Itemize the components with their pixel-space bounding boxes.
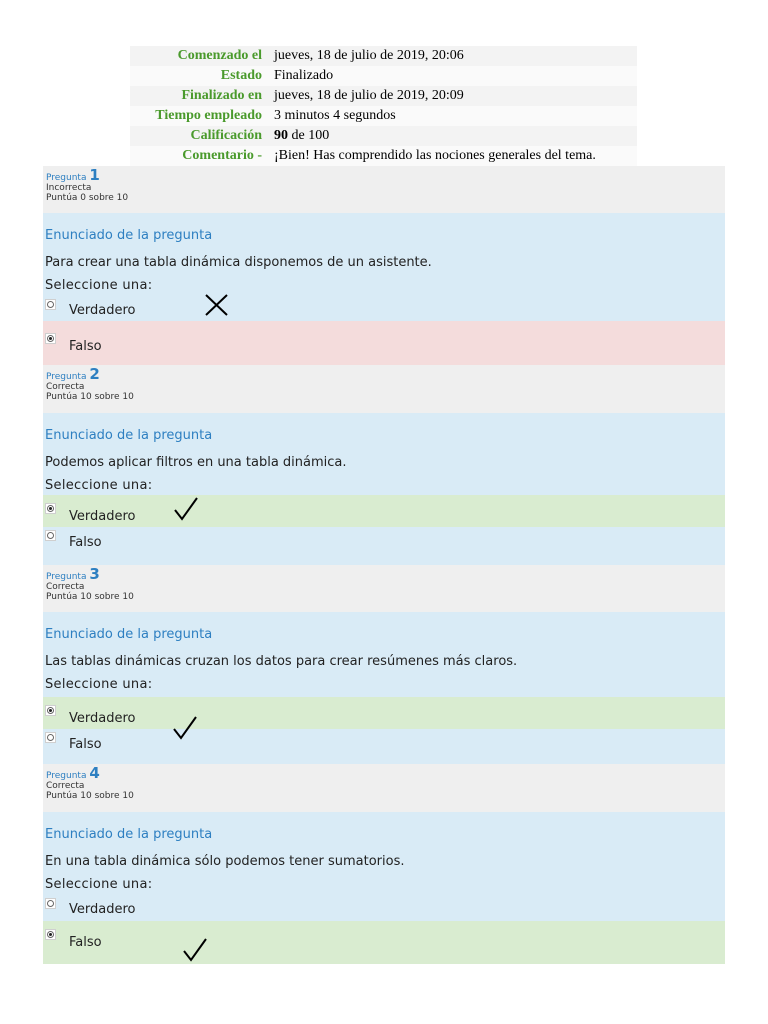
answer-option-label: Verdadero — [69, 902, 136, 917]
check-mark-icon — [182, 937, 208, 963]
question-info — [43, 565, 725, 612]
answer-option-label: Verdadero — [69, 303, 136, 318]
question-4 — [43, 764, 725, 964]
answer-option-label: Falso — [69, 339, 102, 354]
summary-key: Comenzado el — [130, 46, 270, 66]
question-grade: Puntúa 0 sobre 10 — [46, 193, 129, 203]
question-1 — [43, 166, 725, 365]
radio-button[interactable] — [45, 705, 56, 716]
answer-option-label: Falso — [69, 535, 102, 550]
question-grade: Puntúa 10 sobre 10 — [46, 592, 134, 602]
check-mark-icon — [172, 715, 198, 741]
question-heading: Enunciado de la pregunta — [45, 428, 213, 443]
summary-value: jueves, 18 de julio de 2019, 20:09 — [270, 86, 637, 106]
question-content — [43, 812, 725, 921]
summary-row — [130, 126, 637, 146]
radio-button[interactable] — [45, 732, 56, 743]
summary-row — [130, 66, 637, 86]
answer-option-label: Falso — [69, 737, 102, 752]
radio-button[interactable] — [45, 898, 56, 909]
radio-button[interactable] — [45, 929, 56, 940]
answer-option[interactable] — [43, 729, 725, 764]
radio-button[interactable] — [45, 333, 56, 344]
grade-value: 90 — [274, 128, 288, 143]
summary-key: Finalizado en — [130, 86, 270, 106]
question-number: Pregunta 2 — [46, 365, 100, 383]
summary-key: Estado — [130, 66, 270, 86]
question-text: Las tablas dinámicas cruzan los datos para crear resúmenes más claros. — [45, 654, 518, 669]
radio-button[interactable] — [45, 503, 56, 514]
question-text: Podemos aplicar filtros en una tabla dinámica. — [45, 455, 347, 470]
x-mark-icon — [204, 293, 230, 317]
summary-value: Finalizado — [270, 66, 637, 86]
answer-prompt: Seleccione una: — [45, 478, 153, 493]
question-grade: Puntúa 10 sobre 10 — [46, 791, 134, 801]
question-info — [43, 365, 725, 413]
answer-option-label: Verdadero — [69, 509, 136, 524]
answer-option[interactable] — [43, 896, 725, 923]
grade-total: de 100 — [288, 128, 330, 143]
question-text: Para crear una tabla dinámica disponemos de un asistente. — [45, 255, 432, 270]
answer-option[interactable] — [43, 697, 725, 729]
radio-button[interactable] — [45, 530, 56, 541]
question-state: Correcta — [46, 582, 85, 592]
question-state: Correcta — [46, 781, 85, 791]
answer-option[interactable] — [43, 495, 725, 527]
answer-option-label: Verdadero — [69, 711, 136, 726]
answer-prompt: Seleccione una: — [45, 677, 153, 692]
answer-option[interactable] — [43, 921, 725, 964]
question-number: Pregunta 1 — [46, 166, 100, 184]
summary-row — [130, 46, 637, 66]
answer-prompt: Seleccione una: — [45, 877, 153, 892]
question-content — [43, 612, 725, 697]
question-state: Incorrecta — [46, 183, 92, 193]
question-content — [43, 413, 725, 495]
question-info — [43, 166, 725, 213]
question-content — [43, 213, 725, 321]
question-number: Pregunta 3 — [46, 565, 100, 583]
question-state: Correcta — [46, 382, 85, 392]
question-grade: Puntúa 10 sobre 10 — [46, 392, 134, 402]
answer-option[interactable] — [43, 527, 725, 565]
summary-value — [270, 126, 637, 146]
question-3 — [43, 565, 725, 764]
summary-key: Tiempo empleado — [130, 106, 270, 126]
summary-row — [130, 146, 637, 166]
answer-option[interactable] — [43, 321, 725, 365]
question-2 — [43, 365, 725, 565]
summary-value: ¡Bien! Has comprendido las nociones generales del tema. — [270, 146, 637, 166]
summary-row — [130, 106, 637, 126]
question-text: En una tabla dinámica sólo podemos tener sumatorios. — [45, 854, 405, 869]
answer-prompt: Seleccione una: — [45, 278, 153, 293]
summary-row — [130, 86, 637, 106]
attempt-summary-table — [130, 46, 637, 166]
radio-button[interactable] — [45, 299, 56, 310]
answer-option[interactable] — [43, 297, 725, 323]
summary-value: jueves, 18 de julio de 2019, 20:06 — [270, 46, 637, 66]
summary-value: 3 minutos 4 segundos — [270, 106, 637, 126]
question-number: Pregunta 4 — [46, 764, 100, 782]
question-heading: Enunciado de la pregunta — [45, 827, 213, 842]
summary-key: Calificación — [130, 126, 270, 146]
answer-option-label: Falso — [69, 935, 102, 950]
question-heading: Enunciado de la pregunta — [45, 228, 213, 243]
summary-key: Comentario - — [130, 146, 270, 166]
question-info — [43, 764, 725, 812]
check-mark-icon — [173, 496, 199, 522]
question-heading: Enunciado de la pregunta — [45, 627, 213, 642]
